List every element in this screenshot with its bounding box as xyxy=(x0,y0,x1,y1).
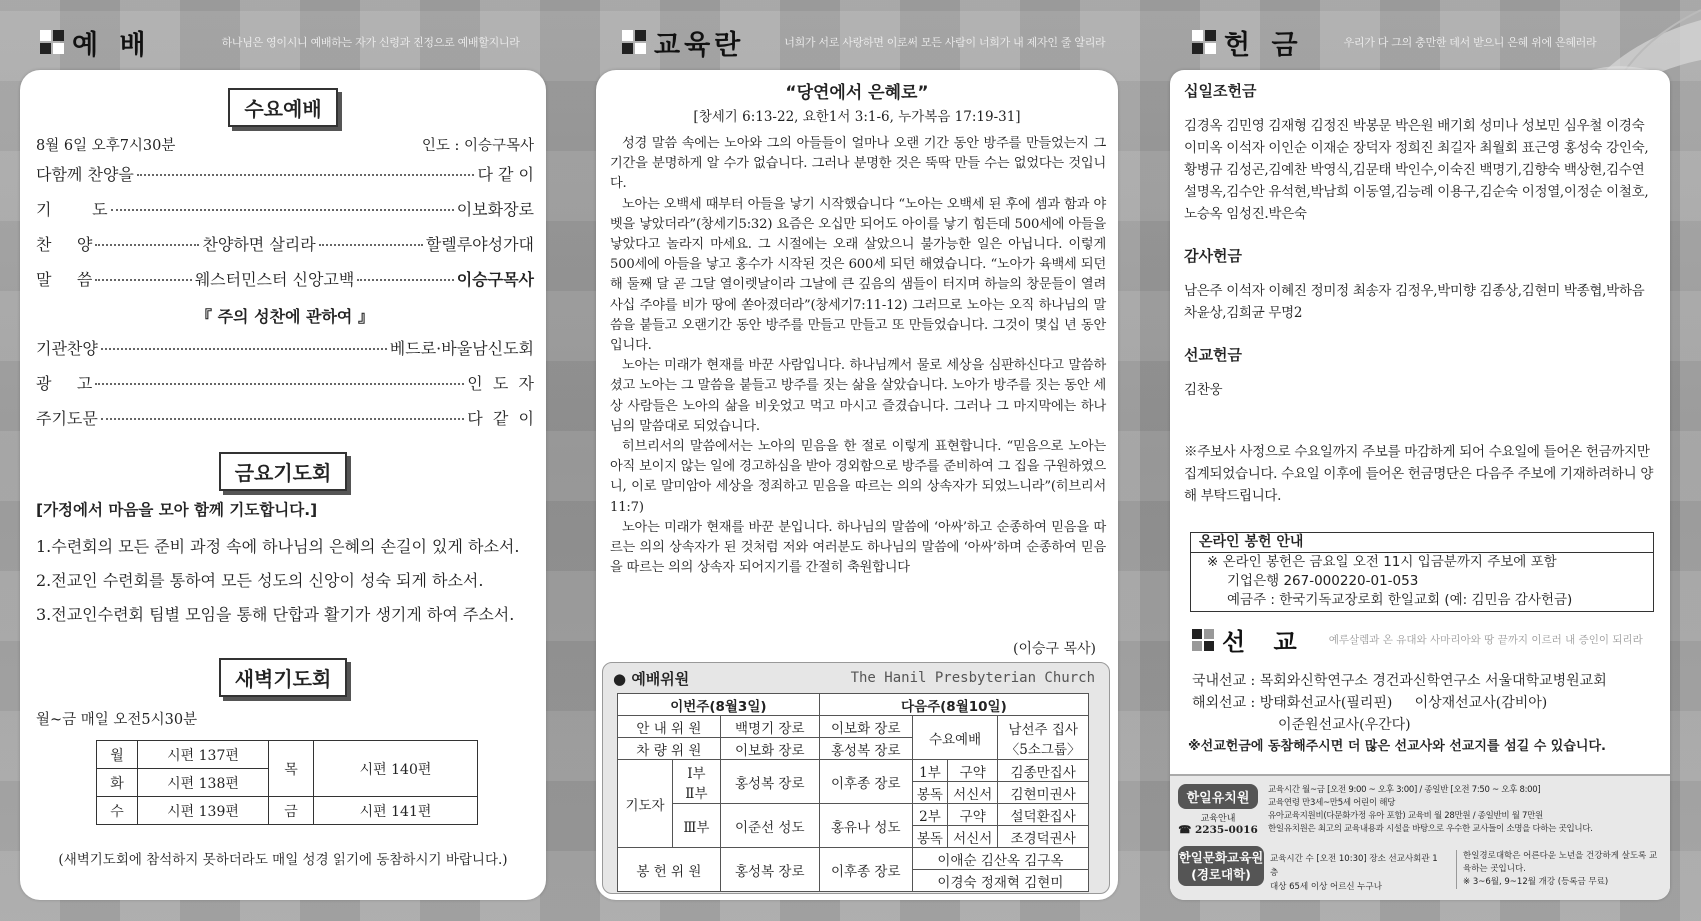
kinder-line: 교육시간 월~금 [오전 9:00 ~ 오후 3:00] / 종일반 [오전 7:50 ~ 오후 8:00] xyxy=(1268,785,1541,795)
order-row: 주기도문 다 같 이 xyxy=(36,409,534,428)
order-row: 기관찬양 베드로·바울남신도회 xyxy=(36,339,534,358)
edu-header xyxy=(622,22,1105,62)
wed-date: 8월 6일 오후7시30분 xyxy=(36,137,176,154)
fri-prayer-title: 금요기도회 xyxy=(219,452,348,491)
offering-heading: 헌 금 xyxy=(1224,29,1304,61)
missions-subtitle: 예루살렘과 온 유대와 사마리아와 땅 끝까지 이르러 내 증인이 되리라 xyxy=(1328,634,1643,646)
order-row: 찬 양 찬양하면 살리라 할렐루야성가대 xyxy=(36,235,535,254)
order-row: 기 도 이보화장로 xyxy=(36,200,534,219)
sermon-title: 『 주의 성찬에 관하여 』 xyxy=(196,307,374,326)
fri-prayer-heading: [가정에서 마음을 모아 함께 기도합니다.] xyxy=(36,501,318,519)
church-name: The Hanil Presbyterian Church xyxy=(850,670,1095,686)
tithe-names: 김경옥 김민영 김재형 김정진 박봉문 박은원 배기회 성미나 성보민 심우철 이경숙 이미옥 이석자 이인순 이재순 장덕자 정희진 최길자 최월회 표근영 홍성숙 강인숙,황병규 김성곤,김예찬 박영식,김문태 박인수,이숙진 백명기,김향숙 백상현,김수연 설명옥,김수안 유석현,박남희 이동열,김능례 이용구,김순숙 이정열,이정순 이철호,노승옥 임성진.박은숙 xyxy=(1184,118,1649,222)
offering-card xyxy=(1170,70,1670,900)
order-row: 다함께 찬양을 다 같 이 xyxy=(36,165,534,184)
online-holder: 예금주 : 한국기독교장로회 한일교회 (예: 김민음 감사헌금) xyxy=(1227,592,1573,608)
kinder-badge xyxy=(1178,784,1258,836)
missions-domestic: 국내선교 : 목회와신학연구소 경건과신학연구소 서울대학교병원교회 xyxy=(1192,673,1607,689)
missions-heading: 선 교 xyxy=(1222,628,1307,656)
edu-paragraph: 히브리서의 말씀에서는 노아의 믿음을 한 절로 이렇게 표현합니다. “믿음으로 노아는 아직 보이지 않는 일에 경고하심을 받아 경외함으로 방주를 준비하여 그 집을 구원하였으니, 이로 말미암아 세상을 정죄하고 믿음을 따르는 의의 상속자가 되었느니라”(히브리서11:7) xyxy=(610,439,1106,515)
prayer-item: 3.전교인수련회 팀별 모임을 통해 단합과 활기가 생기게 하여 주소서. xyxy=(36,605,515,624)
wed-leader: 인도 : 이승구목사 xyxy=(421,137,534,154)
edu-paragraph: 노아는 오백세 때부터 아들을 낳기 시작했습니다 “노아는 오백세 된 후에 셈과 함과 야벳을 낳았더라”(창세기5:32) 요즘은 오십만 되어도 아이를 낳기 힘든데 500세에 아들을 낳았다고 놀라지 마세요. 그 시절에는 오래 살았으니 불가능한 일은 아닙니다. 이렇게 500세에 아들을 낳고 홍수가 시작된 것은 600세 되던 해였습니다. “노아가 육백세 되던 해 둘째 달 곧 그달 열이렛날이라 그날에 큰 깊음의 샘들이 터지며 하늘의 창문들이 열려 사십 주야를 비가 땅에 쏟아졌더라”(창세기7:11-12) 그러므로 노아는 오직 하나님의 말씀을 붙들고 오랜기간 동안 방주를 만들고 만들고 또 만들었습니다. 그것이 몇십 년 동안입니다. xyxy=(610,196,1106,354)
offering-header xyxy=(1192,22,1596,62)
edu-title: “당연에서 은혜로” xyxy=(785,83,929,103)
roster-table: 이번주(8월3일) 다음주(8월10일) 안 내 위 원 백명기 장로 이보화 장로 수요예배 남선주 집사 〈5소그룹〉 차 량 위 원 이보화 장로 홍성복 장로 기도자 Ⅰ부 Ⅱ부 홍성복 장로 이후종 장로 1부 구약 김종만집사 봉독 서신서 김현미권사 Ⅲ부 이준선 성도 홍유나 성도 2부 구약 설덕환집사 봉독 서신서 조경덕권사 봉 헌 위 원 홍성복 장로 이후종 장로 이애순 김산옥 김구옥 이경숙 정재혁 김현미 xyxy=(617,693,1089,892)
missions-note: ※선교헌금에 동참해주시면 더 많은 선교사와 선교지를 섬길 수 있습니다. xyxy=(1188,739,1606,754)
kinder-phone: ☎ 2235-0016 xyxy=(1178,824,1258,836)
worship-subtitle: 하나님은 영이시니 예배하는 자가 신령과 진정으로 예배할지니라 xyxy=(221,36,520,49)
mission-offering-title: 선교헌금 xyxy=(1184,346,1242,364)
wed-service-title: 수요예배 xyxy=(228,88,337,127)
mission-offering-names: 김찬웅 xyxy=(1184,382,1223,398)
grid-square-icon xyxy=(1192,629,1214,651)
thanks-names: 남은주 이석자 이혜진 정미정 최송자 김정우,박미향 김종상,김현미 박종협,박하음 차윤상,김희균 무명2 xyxy=(1184,283,1645,321)
offering-subtitle: 우리가 다 그의 충만한 데서 받으니 은혜 위에 은혜러라 xyxy=(1343,36,1597,49)
edu-card xyxy=(596,70,1118,900)
online-offering-box xyxy=(1190,532,1654,612)
worship-card xyxy=(20,70,546,900)
tithe-title: 십일조헌금 xyxy=(1184,82,1257,100)
kinder-line: 교육연령 만3세~만5세 어린이 해당 xyxy=(1268,798,1396,808)
offering-notice: ※주보사 사정으로 수요일까지 주보를 마감하게 되어 수요일에 들어온 헌금까지만 집계되었습니다. 수요일 이후에 들어온 헌금명단은 다음주 주보에 기재하려하니 양해 부탁드립니다. xyxy=(1184,444,1654,504)
senior-line: 대상 65세 이상 어르신 누구나 xyxy=(1270,882,1382,892)
dawn-note: (새벽기도회에 참석하지 못하더라도 매일 성경 읽기에 동참하시기 바랍니다.) xyxy=(58,852,508,868)
dawn-prayer-title: 새벽기도회 xyxy=(219,658,348,697)
thanks-title: 감사헌금 xyxy=(1184,247,1242,265)
grid-square-icon xyxy=(1192,30,1216,54)
online-account: 기업은행 267-000220-01-053 xyxy=(1227,573,1419,589)
senior-term: ※ 3~6월, 9~12월 개강 (등록금 무료) xyxy=(1463,877,1609,887)
senior-line: 교육시간 수 [오전 10:30] 장소 선교사회관 1층 xyxy=(1270,854,1438,878)
edu-subtitle: 너희가 서로 사랑하면 이로써 모든 사람이 너희가 내 제자인 줄 알리라 xyxy=(784,36,1106,49)
kinder-line: 유아교육지원비(다문화가정 유아 포함) 교육비 월 28만원 / 종일반비 월 7만원 xyxy=(1268,811,1543,821)
kinder-name: 한일유치원 xyxy=(1178,784,1258,809)
dawn-schedule-table: 월 시편 137편 목 시편 140편 화 시편 138편 수 시편 139편 금 시편 141편 xyxy=(96,740,478,825)
senior-badge: 한일문화교육원 (경로대학) xyxy=(1178,846,1264,886)
missions-overseas: 해외선교 : 방태화선교사(필리핀) 이상재선교사(감비아) xyxy=(1192,695,1548,711)
kinder-info-label: 교육안내 xyxy=(1200,814,1236,824)
dawn-time: 월~금 매일 오전5시30분 xyxy=(36,712,198,728)
roster-title: ● 예배위원 xyxy=(613,669,690,688)
roster-box xyxy=(602,662,1110,894)
edu-paragraph: 노아는 미래가 현재를 바꾼 사람입니다. 하나님께서 물로 세상을 심판하신다고 말씀하셨고 노아는 그 말씀을 붙들고 방주를 짓는 삶을 살았습니다. 노아가 방주를 짓는 동안 세상 사람들은 노아의 삶을 비웃었고 먹고 마시고 즐겼습니다. 그러나 그 마지막에는 하나님의 말씀대로 되었습니다. xyxy=(610,358,1106,434)
edu-scripture: [창세기 6:13-22, 요한1서 3:1-6, 누가복음 17:19-31] xyxy=(693,109,1021,125)
online-title: 온라인 봉헌 안내 xyxy=(1199,534,1304,550)
prayer-item: 2.전교인 수련회를 통하여 모든 성도의 신앙이 성숙 되게 하소서. xyxy=(36,571,484,590)
kinder-line: 한일유치원은 최고의 교육내용과 시설을 바탕으로 우수한 교사들이 소명을 다하는 곳입니다. xyxy=(1268,824,1593,834)
edu-author: (이승구 목사) xyxy=(1013,641,1096,657)
worship-header xyxy=(40,22,520,62)
order-row: 광 고 인 도 자 xyxy=(36,374,534,393)
senior-desc: 한일경로대학은 어른다운 노년을 건강하게 살도록 교육하는 곳입니다. xyxy=(1463,851,1658,874)
grid-square-icon xyxy=(622,30,646,54)
missions-overseas-2: 이준원선교사(우간다) xyxy=(1278,717,1411,733)
prayer-item: 1.수련회의 모든 준비 과정 속에 하나님의 은혜의 손길이 있게 하소서. xyxy=(36,537,520,556)
edu-paragraph: 노아는 미래가 현재를 바꾼 분입니다. 하나님의 말씀에 ‘아싸’하고 순종하여 믿음을 따르는 의의 상속자가 된 것처럼 저와 여러분도 하나님의 말씀에 ‘아싸’하며 순종하여 믿음을 따르는 의의 상속자 되어지기를 간절히 축원합니다 xyxy=(610,519,1106,576)
order-row: 말 씀 웨스터민스터 신앙고백 이승구목사 xyxy=(36,270,534,289)
online-line: ※ 온라인 봉헌은 금요일 오전 11시 입금분까지 주보에 포함 xyxy=(1191,552,1653,572)
edu-heading: 교육란 xyxy=(654,29,745,61)
edu-paragraph: 성경 말씀 속에는 노아와 그의 아들들이 얼마나 오랜 기간 동안 방주를 만들었는지 그 기간을 분명하게 알 수가 없습니다. 그러나 분명한 것은 뚝딱 만들 수는 없었다는 것입니다. xyxy=(610,136,1106,192)
worship-heading: 예 배 xyxy=(72,29,152,61)
info-strip xyxy=(1170,774,1670,900)
grid-square-icon xyxy=(40,30,64,54)
